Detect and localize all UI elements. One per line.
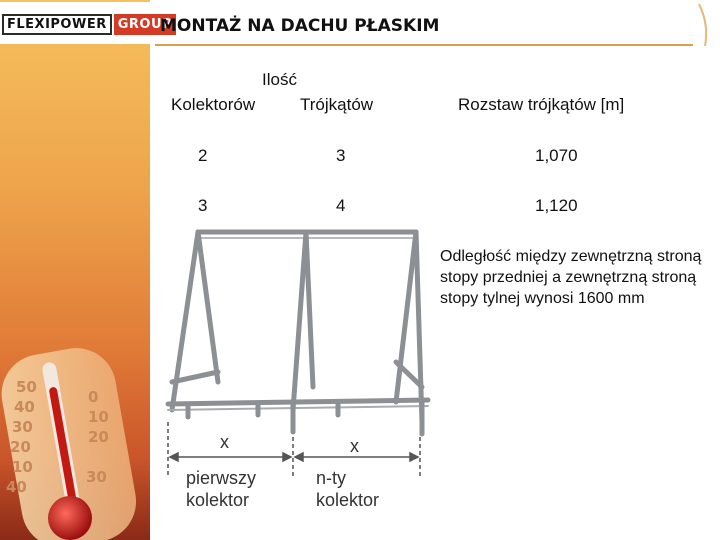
nth-collector-label: n-ty <box>316 468 347 488</box>
table-cell: 3 <box>336 146 346 165</box>
logo-group-text: GROUP <box>114 14 176 35</box>
table-cell: 2 <box>198 146 208 165</box>
thermo-label: 0 <box>88 388 99 406</box>
thermo-label: 10 <box>88 408 109 426</box>
title-underline <box>155 44 693 46</box>
frame-structure <box>168 232 428 434</box>
first-collector-label: pierwszy <box>186 468 257 488</box>
mounting-frame-diagram <box>158 212 440 522</box>
table-header-triangles: Trójkątów <box>300 95 374 114</box>
thermo-label: 30 <box>86 468 107 486</box>
table-cell: 4 <box>336 196 346 215</box>
thermo-label: 30 <box>12 418 33 436</box>
first-collector-label-2: kolektor <box>186 490 250 510</box>
logo-area <box>0 2 173 44</box>
dimension-x-right: x <box>350 436 359 456</box>
table-header-spacing: Rozstaw trójkątów [m] <box>458 95 625 114</box>
flexipower-logo <box>2 12 176 36</box>
dimension-x-left: x <box>220 432 229 452</box>
table-cell: 1,120 <box>535 196 578 215</box>
table-cell: 3 <box>198 196 208 215</box>
table-cell: 1,070 <box>535 146 578 165</box>
page-title: MONTAŻ NA DACHU PŁASKIM <box>160 16 440 36</box>
thermo-label: 20 <box>88 428 109 446</box>
thermo-label: 40 <box>14 398 35 416</box>
corner-decoration <box>695 4 715 46</box>
thermo-label: 20 <box>10 438 31 456</box>
logo-main-text: FLEXIPOWER <box>2 14 112 35</box>
thermometer-icon <box>0 340 150 540</box>
distance-note: Odległość między zewnętrzną stroną stopy przedniej a zewnętrzną stroną stopy tylnej wynosi 1600 mm <box>440 248 702 307</box>
thermo-label: 10 <box>12 458 33 476</box>
thermo-label: 40 <box>6 478 27 496</box>
nth-collector-label-2: kolektor <box>316 490 380 510</box>
table-header-group: Ilość <box>262 70 297 89</box>
thermo-label: 50 <box>16 378 37 396</box>
sidebar-decoration <box>0 0 173 540</box>
table-header-collectors: Kolektorów <box>171 95 256 114</box>
